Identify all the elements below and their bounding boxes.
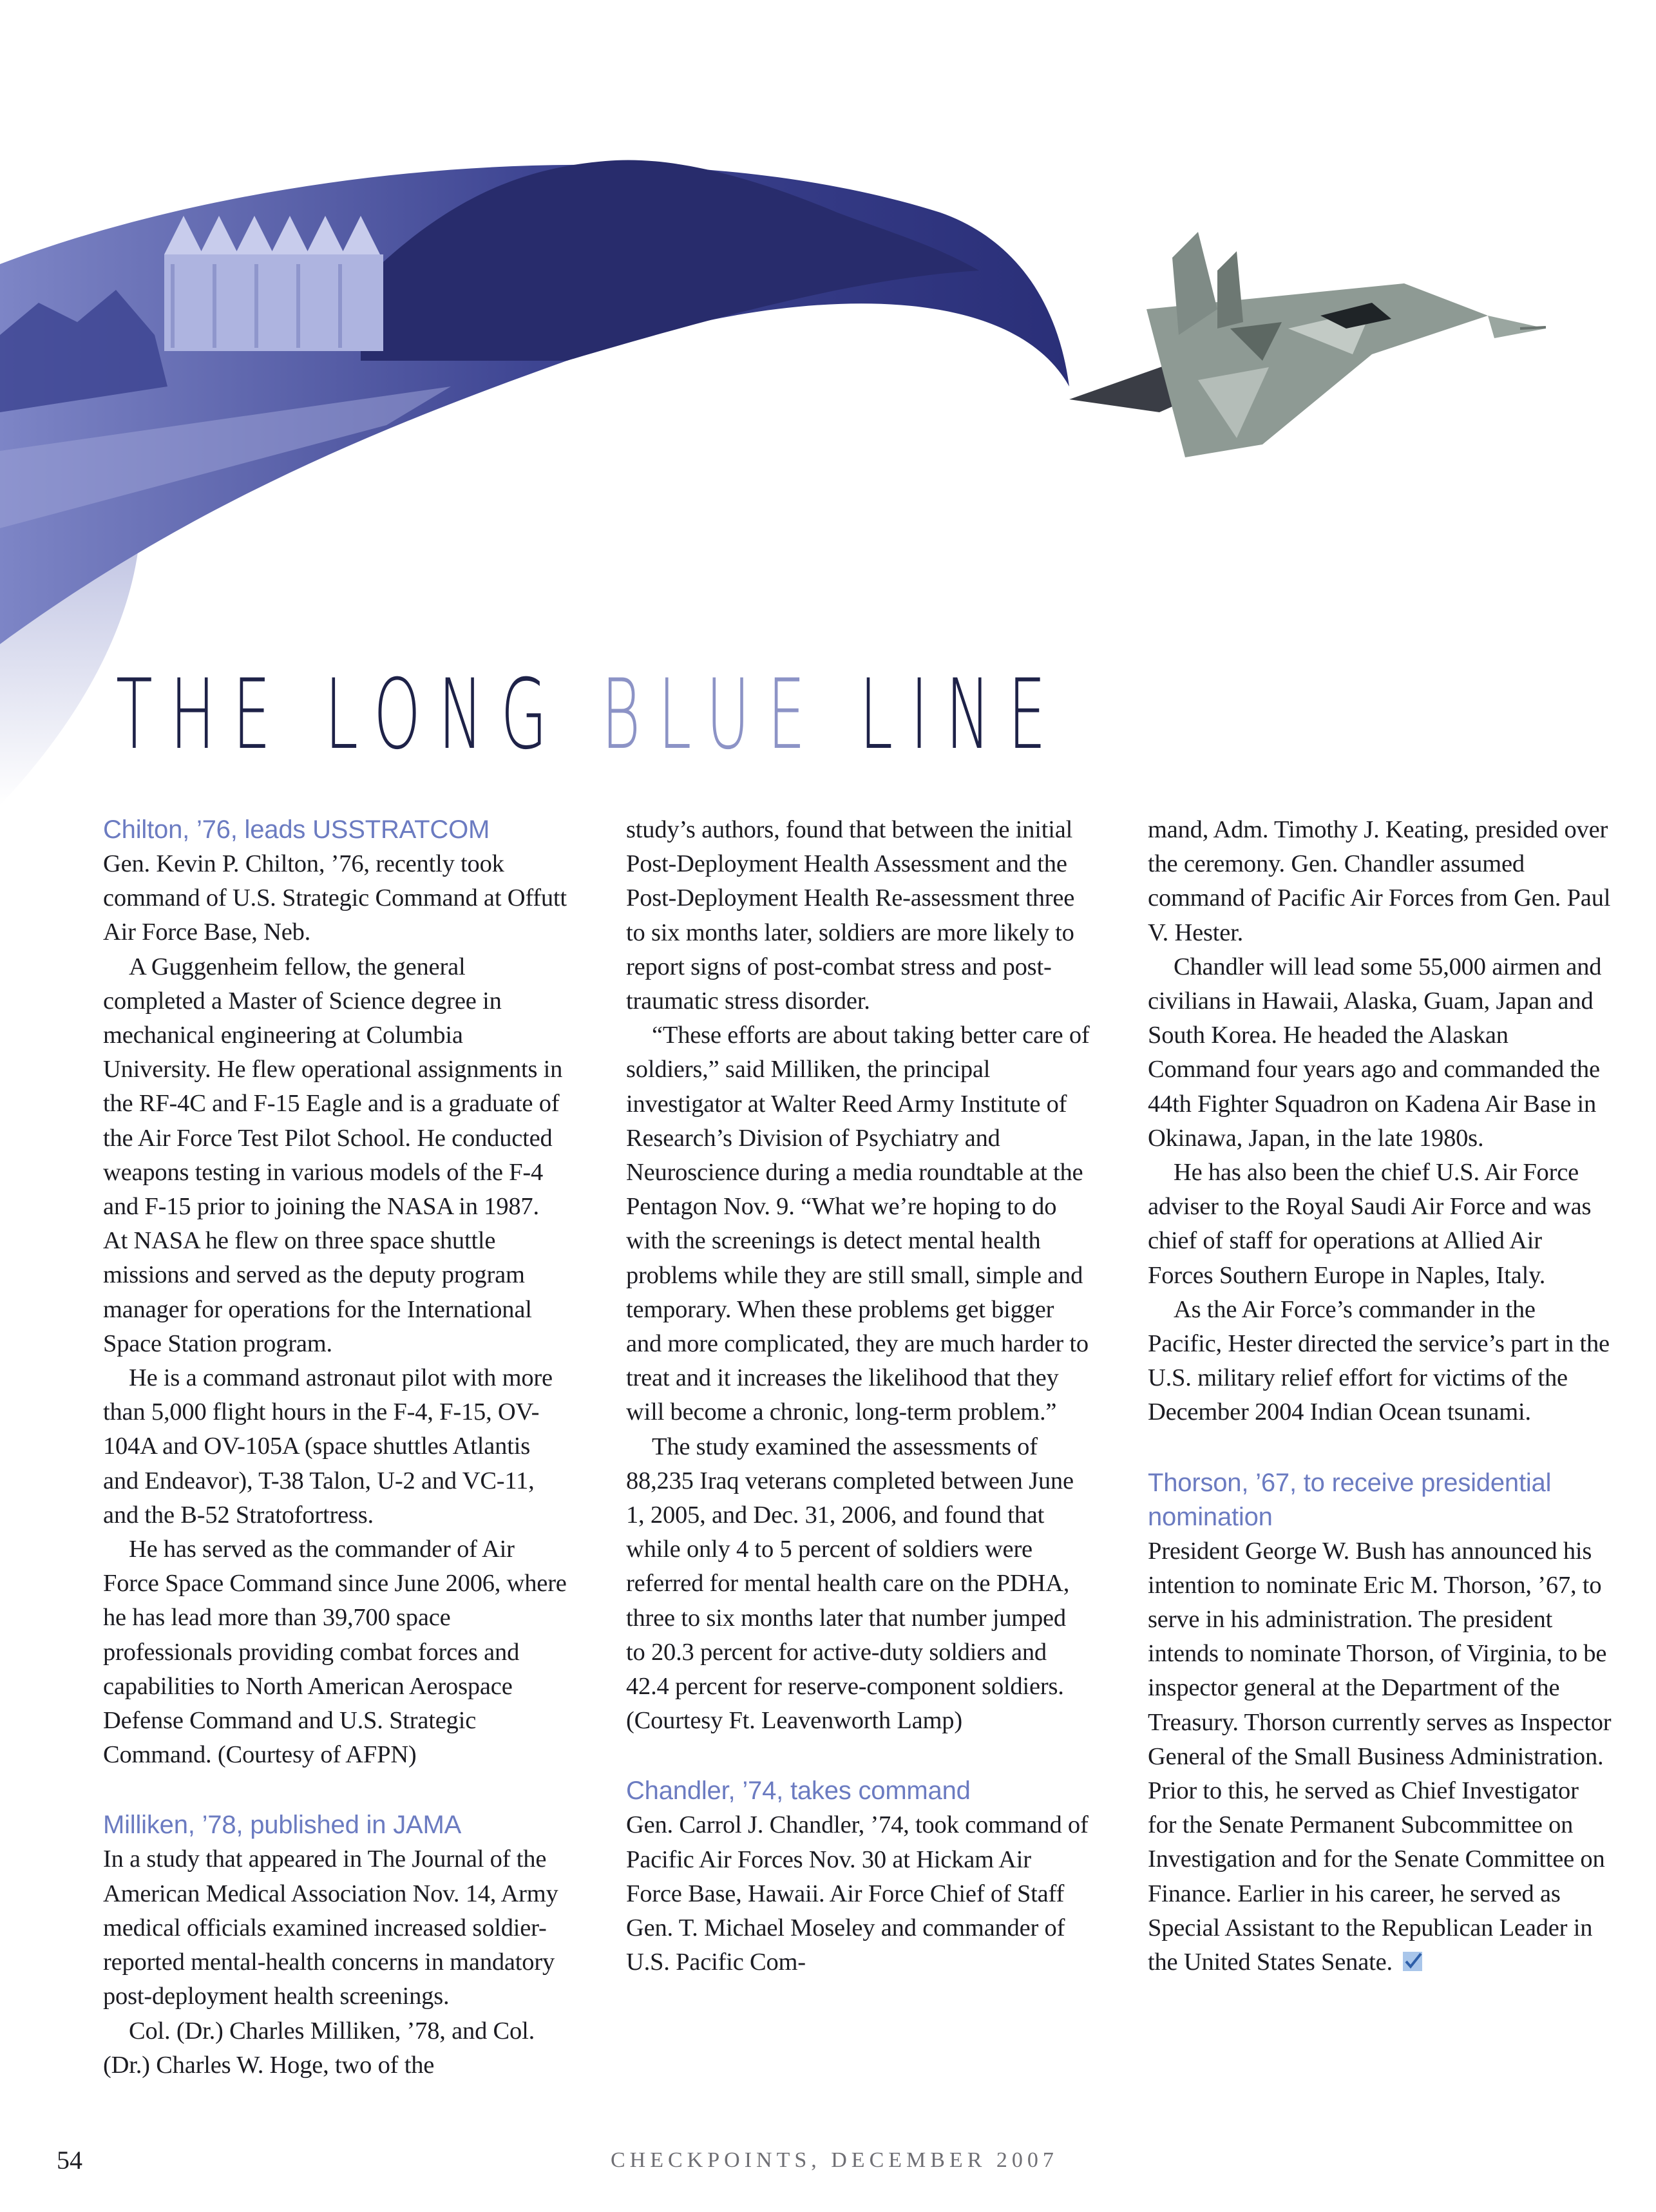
paragraph-text: study’s authors, found that between the initial Post-Deployment Health Assessment and the Post-Deployment Health Re-assessment three to six months later, soldiers are more likely to report signs of post-combat stress and post-traumatic stress disorder. [626,816,1075,1015]
article-paragraph [103,2014,567,2083]
article-paragraph [626,1808,1090,1979]
article-paragraph [1148,1293,1612,1430]
article-headline: Milliken, ’78, published in JAMA [103,1811,462,1840]
paragraph-text: Gen. Kevin P. Chilton, ’76, recently took command of U.S. Strategic Command at Offutt Air Force Base, Neb. [103,850,567,946]
page-title: THE LONG BLUE LINE [116,659,1064,771]
article-paragraph [1148,1156,1612,1293]
paragraph-text: The study examined the assessments of 88,235 Iraq veterans completed between June 1, 2005, and Dec. 31, 2006, and found that while only 4 to 5 percent of soldiers were referred for mental health care on the PDHA, three to six months later that number jumped to 20.3 percent for active-duty soldiers and 42.4 percent for reserve-component soldiers. (Courtesy Ft. Leavenworth Lamp) [626,1433,1074,1735]
article-paragraph [626,1430,1090,1739]
article-paragraph [1148,950,1612,1156]
end-mark-checkbox-icon [1402,1950,1423,1972]
article-headline: Chandler, ’74, takes command [626,1777,971,1806]
paragraph-text: A Guggenheim fellow, the general completed a Master of Science degree in mechanical engineering at Columbia University. He flew operational assignments in the RF-4C and F-15 Eagle and is a graduate of the Air Force Test Pilot School. He conducted weapons testing in various models of the F-4 and F-15 prior to joining the NASA in 1987. At NASA he flew on three space shuttle missions and served as the deputy program manager for operations for the International Space Station program. [103,953,563,1357]
article-paragraph [1148,813,1612,950]
article-paragraph [626,813,1090,1018]
page-number: 54 [57,2146,82,2175]
article-paragraph [103,1532,567,1772]
article-headline: Thorson, ’67, to receive presidential nomination [1148,1468,1552,1531]
paragraph-text: President George W. Bush has announced his intention to nominate Eric M. Thorson, ’67, to serve in his administration. The president intends to nominate Thorson, of Virginia, to be inspector general at the Department of the Treasury. Thorson currently serves as Inspector General of the Small Business Administration. Prior to this, he served as Chief Investigator for the Senate Permanent Subcommittee on Investigation and for the Senate Committee on Finance. Earlier in his career, he served as Special Assistant to the Republican Leader in the United States Senate. [1148,1537,1612,1976]
section-spacer [103,1772,567,1808]
paragraph-text: As the Air Force’s commander in the Pacific, Hester directed the service’s part in the U.S. military relief effort for victims of the December 2004 Indian Ocean tsunami. [1148,1295,1610,1426]
article-headline: Chilton, ’76, leads USSTRATCOM [103,815,490,844]
paragraph-text: mand, Adm. Timothy J. Keating, presided over the ceremony. Gen. Chandler assumed command of Pacific Air Forces from Gen. Paul V. Hester. [1148,816,1611,946]
section-spacer [1148,1430,1612,1466]
paragraph-text: He is a command astronaut pilot with more than 5,000 flight hours in the F-4, F-15, OV-104A and OV-105A (space shuttles Atlantis and Endeavor), T-38 Talon, U-2 and VC-11, and the B-52 Stratofortress. [103,1364,553,1529]
paragraph-text: Col. (Dr.) Charles Milliken, ’78, and Col. (Dr.) Charles W. Hoge, two of the [103,2017,535,2079]
paragraph-text: “These efforts are about taking better care of soldiers,” said Milliken, the principal investigator at Walter Reed Army Institute of Research’s Division of Psychiatry and Neuroscience during a media roundtable at the Pentagon Nov. 9. “What we’re hoping to do with the screenings is detect mental health problems while they are still small, simple and temporary. When these problems get bigger and more complicated, they are much harder to treat and it increases the likelihood that they will become a chronic, long-term problem.” [626,1022,1090,1426]
article-paragraph [103,847,567,950]
column-1 [103,813,567,2083]
article-paragraph [103,950,567,1361]
footer-masthead: CHECKPOINTS, DECEMBER 2007 [611,2148,1058,2172]
article-paragraph [103,1842,567,2014]
article-paragraph [103,1361,567,1532]
column-2 [626,813,1090,1980]
paragraph-text: He has also been the chief U.S. Air Force adviser to the Royal Saudi Air Force and was chief of staff for operations at Allied Air Forces Southern Europe in Naples, Italy. [1148,1159,1592,1289]
section-spacer [626,1738,1090,1774]
column-3 [1148,813,1612,1979]
article-paragraph [1148,1534,1612,1980]
paragraph-text: Gen. Carrol J. Chandler, ’74, took command of Pacific Air Forces Nov. 30 at Hickam Air Force Base, Hawaii. Air Force Chief of Staff Gen. T. Michael Moseley and commander of U.S. Pacific Com- [626,1811,1089,1976]
paragraph-text: He has served as the commander of Air Force Space Command since June 2006, where he has lead more than 39,700 space professionals providing combat forces and capabilities to North American Aerospace Defense Command and U.S. Strategic Command. (Courtesy of AFPN) [103,1536,567,1769]
paragraph-text: Chandler will lead some 55,000 airmen and civilians in Hawaii, Alaska, Guam, Japan and South Korea. He headed the Alaskan Command four years ago and commanded the 44th Fighter Squadron on Kadena Air Base in Okinawa, Japan, in the late 1980s. [1148,953,1602,1152]
article-paragraph [626,1018,1090,1429]
paragraph-text: In a study that appeared in The Journal of the American Medical Association Nov. 14, Army medical officials examined increased soldier-reported mental-health concerns in mandatory post-deployment health screenings. [103,1845,558,2010]
fighter-jet [1069,232,1546,457]
